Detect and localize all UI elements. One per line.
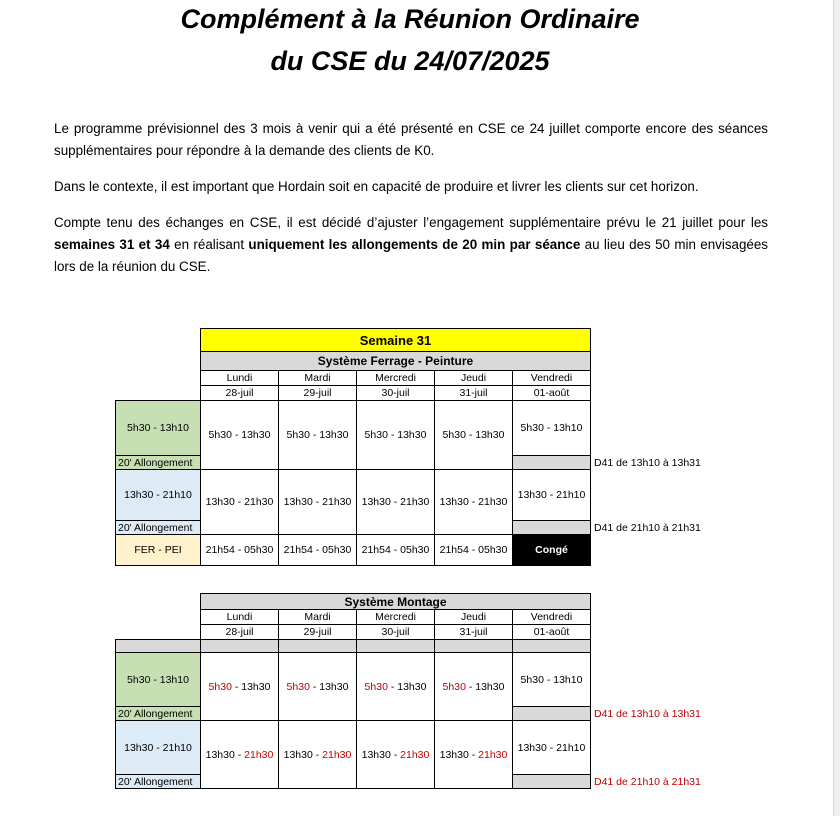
paragraph-1: Le programme prévisionnel des 3 mois à venir qui a été présenté en CSE ce 24 juillet comporte encore des séances supplémentaires pour répondre à la demande des clients de K0. — [54, 121, 768, 158]
shift-cell — [279, 653, 357, 721]
paragraph-3-allongements: uniquement les allongements de 20 min par séance — [248, 237, 581, 252]
allongement-label: 20' Allongement — [116, 775, 201, 789]
shift-cell: 21h54 - 05h30 — [279, 535, 357, 566]
spacer-cell — [279, 640, 357, 653]
date-header: 01-août — [513, 386, 591, 401]
shift-cell — [357, 721, 435, 789]
end-time: - 13h30 — [387, 680, 427, 693]
date-header: 28-juil — [201, 386, 279, 401]
shift-cell — [357, 653, 435, 721]
start-time-red: 5h30 — [442, 680, 466, 693]
day-header: Mardi — [279, 371, 357, 386]
shift-cell-friday: 13h30 - 21h10 — [513, 470, 591, 521]
shift-cell: 5h30 - 13h30 — [201, 401, 279, 470]
shift-cell: 13h30 - 21h30 — [435, 470, 513, 535]
friday-grey-cell — [513, 707, 591, 721]
shift-cell-friday: 13h30 - 21h10 — [513, 721, 591, 775]
shift-cell: 5h30 - 13h30 — [279, 401, 357, 470]
title-line-2: du CSE du 24/07/2025 — [270, 46, 550, 76]
friday-grey-cell — [513, 775, 591, 789]
scrollbar[interactable] — [833, 0, 840, 816]
spacer-cell — [357, 640, 435, 653]
shift-cell — [201, 653, 279, 721]
end-time-red: 21h30 — [478, 748, 508, 761]
system-label: Système Montage — [201, 594, 591, 610]
end-time: - 13h30 — [465, 680, 505, 693]
allongement-label: 20' Allongement — [116, 456, 201, 470]
day-header: Vendredi — [513, 610, 591, 625]
end-time-red: 21h30 — [244, 748, 274, 761]
shift-cell: 13h30 - 21h30 — [201, 470, 279, 535]
day-header: Lundi — [201, 371, 279, 386]
paragraph-3-part-e: au lieu des 50 min envisagées lors de la réunion du CSE. — [54, 237, 769, 274]
paragraph-3-weeks: semaines 31 et 34 — [54, 237, 170, 252]
shift-cell: 13h30 - 21h30 — [279, 470, 357, 535]
date-header: 29-juil — [279, 386, 357, 401]
shift-label-morning: 5h30 - 13h10 — [116, 653, 201, 707]
system-label: Système Ferrage - Peinture — [201, 352, 591, 371]
shift-cell — [435, 721, 513, 789]
paragraph-3-part-a: Compte tenu des échanges en CSE, il est décidé d’ajuster l’engagement supplémentaire prévu le 21 juillet pour les — [54, 215, 768, 230]
friday-grey-cell — [513, 521, 591, 535]
spacer-cell — [201, 640, 279, 653]
shift-cell: 21h54 - 05h30 — [435, 535, 513, 566]
date-header: 31-juil — [435, 386, 513, 401]
shift-label-night: FER - PEI — [116, 535, 201, 566]
end-time: - 13h30 — [231, 680, 271, 693]
paragraph-3 — [54, 212, 768, 278]
day-header: Mardi — [279, 610, 357, 625]
week-label: Semaine 31 — [201, 329, 591, 352]
shift-cell-friday: 5h30 - 13h10 — [513, 653, 591, 707]
allongement-label: 20' Allongement — [116, 521, 201, 535]
shift-cell — [435, 653, 513, 721]
day-header: Mercredi — [357, 371, 435, 386]
start-time-red: 5h30 — [364, 680, 388, 693]
day-header: Vendredi — [513, 371, 591, 386]
conge-cell: Congé — [513, 535, 591, 566]
shift-label-morning: 5h30 - 13h10 — [116, 401, 201, 456]
start-time-red: 5h30 — [208, 680, 232, 693]
start-time: 13h30 - — [361, 748, 401, 761]
shift-cell — [201, 721, 279, 789]
day-header: Jeudi — [435, 371, 513, 386]
date-header: 28-juil — [201, 625, 279, 640]
title-line-1: Complément à la Réunion Ordinaire — [180, 4, 640, 34]
date-header: 30-juil — [357, 386, 435, 401]
date-header: 01-août — [513, 625, 591, 640]
date-header: 30-juil — [357, 625, 435, 640]
day-header: Jeudi — [435, 610, 513, 625]
allongement-label: 20' Allongement — [116, 707, 201, 721]
start-time: 13h30 - — [205, 748, 245, 761]
shift-cell: 5h30 - 13h30 — [357, 401, 435, 470]
spacer-cell — [513, 640, 591, 653]
shift-cell-friday: 5h30 - 13h10 — [513, 401, 591, 456]
shift-label-afternoon: 13h30 - 21h10 — [116, 721, 201, 775]
d41-note: D41 de 21h10 à 21h31 — [594, 775, 701, 788]
shift-cell: 21h54 - 05h30 — [357, 535, 435, 566]
montage-schedule-table — [115, 593, 711, 789]
spacer-cell — [435, 640, 513, 653]
shift-cell: 13h30 - 21h30 — [357, 470, 435, 535]
paragraph-2: Dans le contexte, il est important que Hordain soit en capacité de produire et livrer les clients sur cet horizon. — [54, 179, 699, 194]
spacer-cell — [116, 640, 201, 653]
day-header: Lundi — [201, 610, 279, 625]
start-time-red: 5h30 — [286, 680, 310, 693]
paragraph-3-part-c: en réalisant — [169, 237, 249, 252]
end-time: - 13h30 — [309, 680, 349, 693]
end-time-red: 21h30 — [322, 748, 352, 761]
end-time-red: 21h30 — [400, 748, 430, 761]
shift-cell — [279, 721, 357, 789]
day-header: Mercredi — [357, 610, 435, 625]
d41-note: D41 de 13h10 à 13h31 — [594, 456, 701, 469]
date-header: 29-juil — [279, 625, 357, 640]
shift-cell: 21h54 - 05h30 — [201, 535, 279, 566]
shift-cell: 5h30 - 13h30 — [435, 401, 513, 470]
start-time: 13h30 - — [283, 748, 323, 761]
friday-grey-cell — [513, 456, 591, 470]
d41-note: D41 de 21h10 à 21h31 — [594, 521, 701, 534]
shift-label-afternoon: 13h30 - 21h10 — [116, 470, 201, 521]
date-header: 31-juil — [435, 625, 513, 640]
week31-schedule-table — [115, 328, 711, 566]
start-time: 13h30 - — [439, 748, 479, 761]
d41-note: D41 de 13h10 à 13h31 — [594, 707, 701, 720]
